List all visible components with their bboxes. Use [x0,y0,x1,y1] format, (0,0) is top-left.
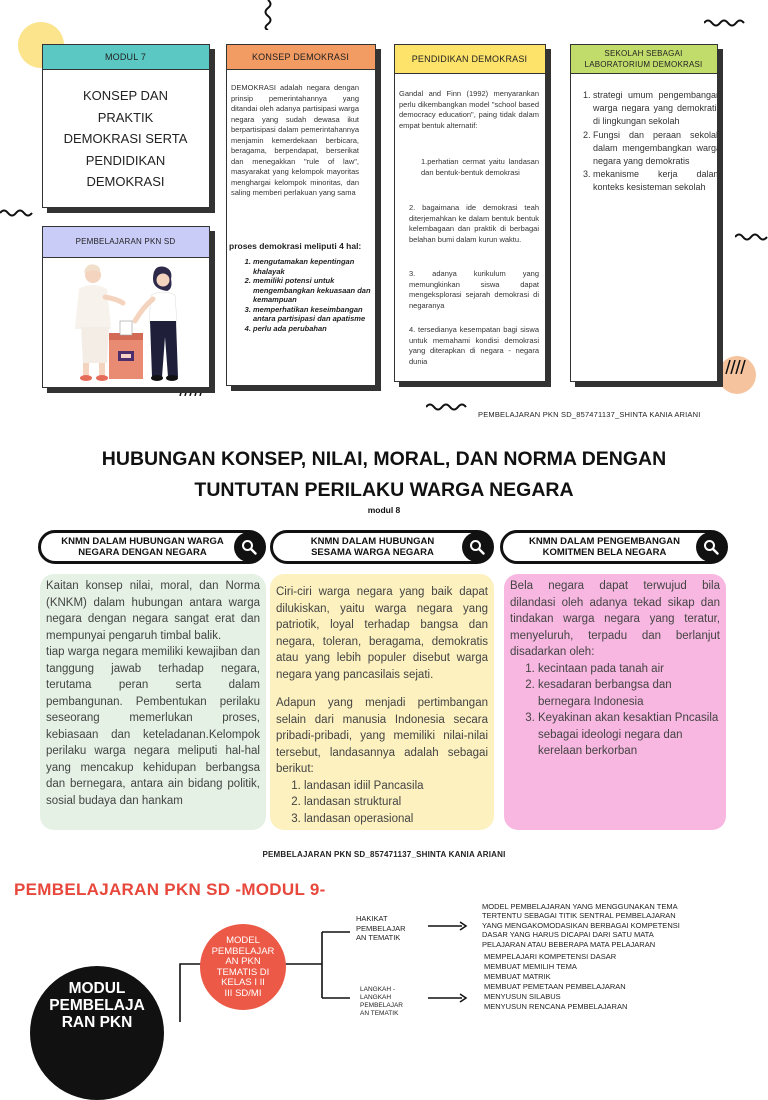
list-item: 3. mekanisme kerja dalam konteks kesisteman sekolah [593,168,721,194]
modul9-node-hakikat: HAKIKAT PEMBELAJAR AN TEMATIK [356,914,406,942]
pendidikan-item-3: 3. adanya kurikulum yang memungkinkan siswa dapat mengeksplorasi sejarah demokrasi di negaranya [409,269,539,310]
footer-2: PEMBELAJARAN PKN SD_857471137_SHINTA KANIA ARIANI [262,850,506,859]
list-item: 4. perlu ada perubahan [253,324,375,334]
knmn-box-2-text2: Adapun yang menjadi pertimbangan selain dari manusia Indonesia secara pribadi-pribadi, yang memiliki nilai-nilai tersebut, landasannya adalah sebagai berikut: [276,697,488,775]
modul7-title: KONSEP DAN PRAKTIK DEMOKRASI SERTA PENDIDIKAN DEMOKRASI [63,88,188,189]
pembelajaran-card [42,226,210,388]
modul9-desc-hakikat: MODEL PEMBELAJARAN YANG MENGGUNAKAN TEMA TERTENTU SEBAGAI TITIK SENTRAL PEMBELAJARAN YANG MENGAKOMODASIKAN BERBAGAI KOMPETENSI DASAR YANG HARUS DICAPAI DARI SATU MATA PELAJARAN ATAU BEBERAPA MATA PELAJARAN [482,902,680,949]
pendidikan-tag: PENDIDIKAN DEMOKRASI [394,44,546,74]
pendidikan-item-4: 4. tersedianya kesempatan bagi siswa untuk memahami kondisi demokrasi yang diterapkan di negara - negara dunia [409,325,539,366]
sekolah-list [575,89,721,195]
knmn-pill-1[interactable] [38,530,266,564]
decor-squiggle-topright [704,18,748,28]
knmn-box-3 [504,574,726,830]
modul9-node-langkah: LANGKAH - LANGKAH PEMBELAJAR AN TEMATIK [360,986,403,1017]
search-icon [696,532,726,562]
pendidikan-item-2: 2. bagaimana ide demokrasi teah diterjemahkan ke dalam bentuk bentuk kelembagaan dan praktik di berbagai belahan bumi dalam kurun waktu. [409,203,539,244]
modul9-title: PEMBELAJARAN PKN SD -MODUL 9- [14,880,326,899]
list-item: 1. mengutamakan kepentingan khalayak [253,257,375,276]
list-item: 1. kecintaan pada tanah air [538,661,720,678]
decor-hatch-right [724,360,748,374]
decor-squiggle-left [0,208,36,218]
list-item: 1. strategi umum pengembangan warga negara yang demokratis di lingkungan sekolah [593,89,721,129]
list-item: 2. Fungsi dan peraan sekolah dalam mengembangkan warga negara yang demokratis [593,129,721,169]
pembelajaran-tag: PEMBELAJARAN PKN SD [42,226,210,258]
konsep-list [231,257,375,333]
modul7-tag: MODUL 7 [42,44,210,70]
konsep-tag: KONSEP DEMOKRASI [226,44,376,70]
modul8-title: HUBUNGAN KONSEP, NILAI, MORAL, DAN NORMA DENGAN TUNTUTAN PERILAKU WARGA NEGARA [101,448,667,501]
list-item: 3. Keyakinan akan kesaktian Pncasila sebagai ideologi negara dan kerelaan berkorban [538,710,720,760]
decor-squiggle-mid [426,402,470,412]
knmn-box-2 [270,574,494,830]
knmn-box-3-list [510,661,720,760]
knmn-pill-2[interactable] [270,530,494,564]
list-item: 2. memiliki potensi untuk mengembangkan kekuasaan dan kemampuan [253,276,375,305]
modul7-card [42,44,210,208]
pendidikan-intro: Gandal and Finn (1992) menyarankan perlu dikembangkan model "school based democracy education", paing tidak dalam empat bentuk alternatif: [399,89,539,130]
footer-1: PEMBELAJARAN PKN SD_857471137_SHINTA KANIA ARIANI [478,410,701,419]
list-item: 3. landasan operasional [304,811,488,828]
search-icon [462,532,492,562]
list-item: 2. landasan struktural [304,794,488,811]
knmn-box-2-list [276,778,488,828]
knmn-pill-3[interactable] [500,530,728,564]
modul9-red-circle: MODEL PEMBELAJAR AN PKN TEMATIS DI KELAS I II III SD/MI [200,924,286,1010]
modul8-subtitle: modul 8 [367,505,401,515]
list-item: 3. memperhatikan keseimbangan antara partisipasi dan apatisme [253,305,375,324]
search-icon [234,532,264,562]
sekolah-card [570,44,721,382]
konsep-card [226,44,376,386]
arrow-icon [428,921,468,931]
modul9-desc-langkah: MEMPELAJARI KOMPETENSI DASAR MEMBUAT MEMILIH TEMA MEMBUAT MATRIK MEMBUAT PEMETAAN PEMBELAJARAN MENYUSUN SILABUS MENYUSUN RENCANA PEMBELAJARAN [484,952,628,1011]
list-item: 2. kesadaran berbangsa dan bernegara Indonesia [538,677,720,710]
people-illustration [65,261,195,385]
decor-squiggle-top [262,0,274,30]
list-item: 1. landasan idiil Pancasila [304,778,488,795]
pendidikan-item-1: 1.perhatian cermat yaitu landasan dan bentuk-bentuk demokrasi [421,157,539,177]
arrow-icon [428,993,468,1003]
konsep-heading: proses demokrasi meliputi 4 hal: [229,241,362,251]
knmn-box-1: Kaitan konsep nilai, moral, dan Norma (KNKM) dalam hubungan antara warga negara dengan negara sangat erat dan mempunyai pengaruh timbal balik. tiap warga negara memiliki kewajiban dan tanggung jawab terhadap negara, terutama peran serta dalam pembangunan. Pembentukan perilaku seseorang memerlukan proses, kebiasaan dan keteladanan.Kelompok perilaku warga negara meliputi hal-hal yang mencakup kehidupan berbangsa dan bernegara, antara ain bidang politik, sosial budaya dan hankam [40,574,266,830]
sekolah-tag: SEKOLAH SEBAGAI LABORATORIUM DEMOKRASI [570,44,718,74]
decor-squiggle-right [735,232,768,242]
pendidikan-card [394,44,546,382]
pill-label: KNMN DALAM HUBUNGAN WARGA NEGARA DENGAN NEGARA [61,536,224,558]
knmn-box-3-text: Bela negara dapat terwujud bila dilandasi oleh adanya tekad sikap dan tindakan warga negara yang teratur, menyeluruh, terpadu dan berlanjut disadarkan oleh: [510,580,720,658]
konsep-body: DEMOKRASI adalah negara dengan prinsip pemerintahannya yang ditandai oleh adanya partisipasi warga negara yang sudah dewasa ikut berpartisipasi dalam pemerintahannya menjamin kemerdekaan berbicara, beragama, berpendapat, berserikat dan menegakkan "rule of law", masyarakat yang kelompok mayoritas menghargai kelompok minoritas, dan saling memberi perlakuan yang sama [231,83,359,197]
pill-label: KNMN DALAM HUBUNGAN SESAMA WARGA NEGARA [310,536,435,558]
pill-label: KNMN DALAM PENGEMBANGAN KOMITMEN BELA NEGARA [529,536,680,558]
modul9-big-circle: MODUL PEMBELAJA RAN PKN [30,966,164,1100]
knmn-box-2-text1: Ciri-ciri warga negara yang baik dapat dilukiskan, yaitu warga negara yang patriotik, loyal terhadap bangsa dan negara, toleran, beragama, demokratis atau yang lebih populer disebut warga negara yang pancasilais sejati. [276,586,488,681]
